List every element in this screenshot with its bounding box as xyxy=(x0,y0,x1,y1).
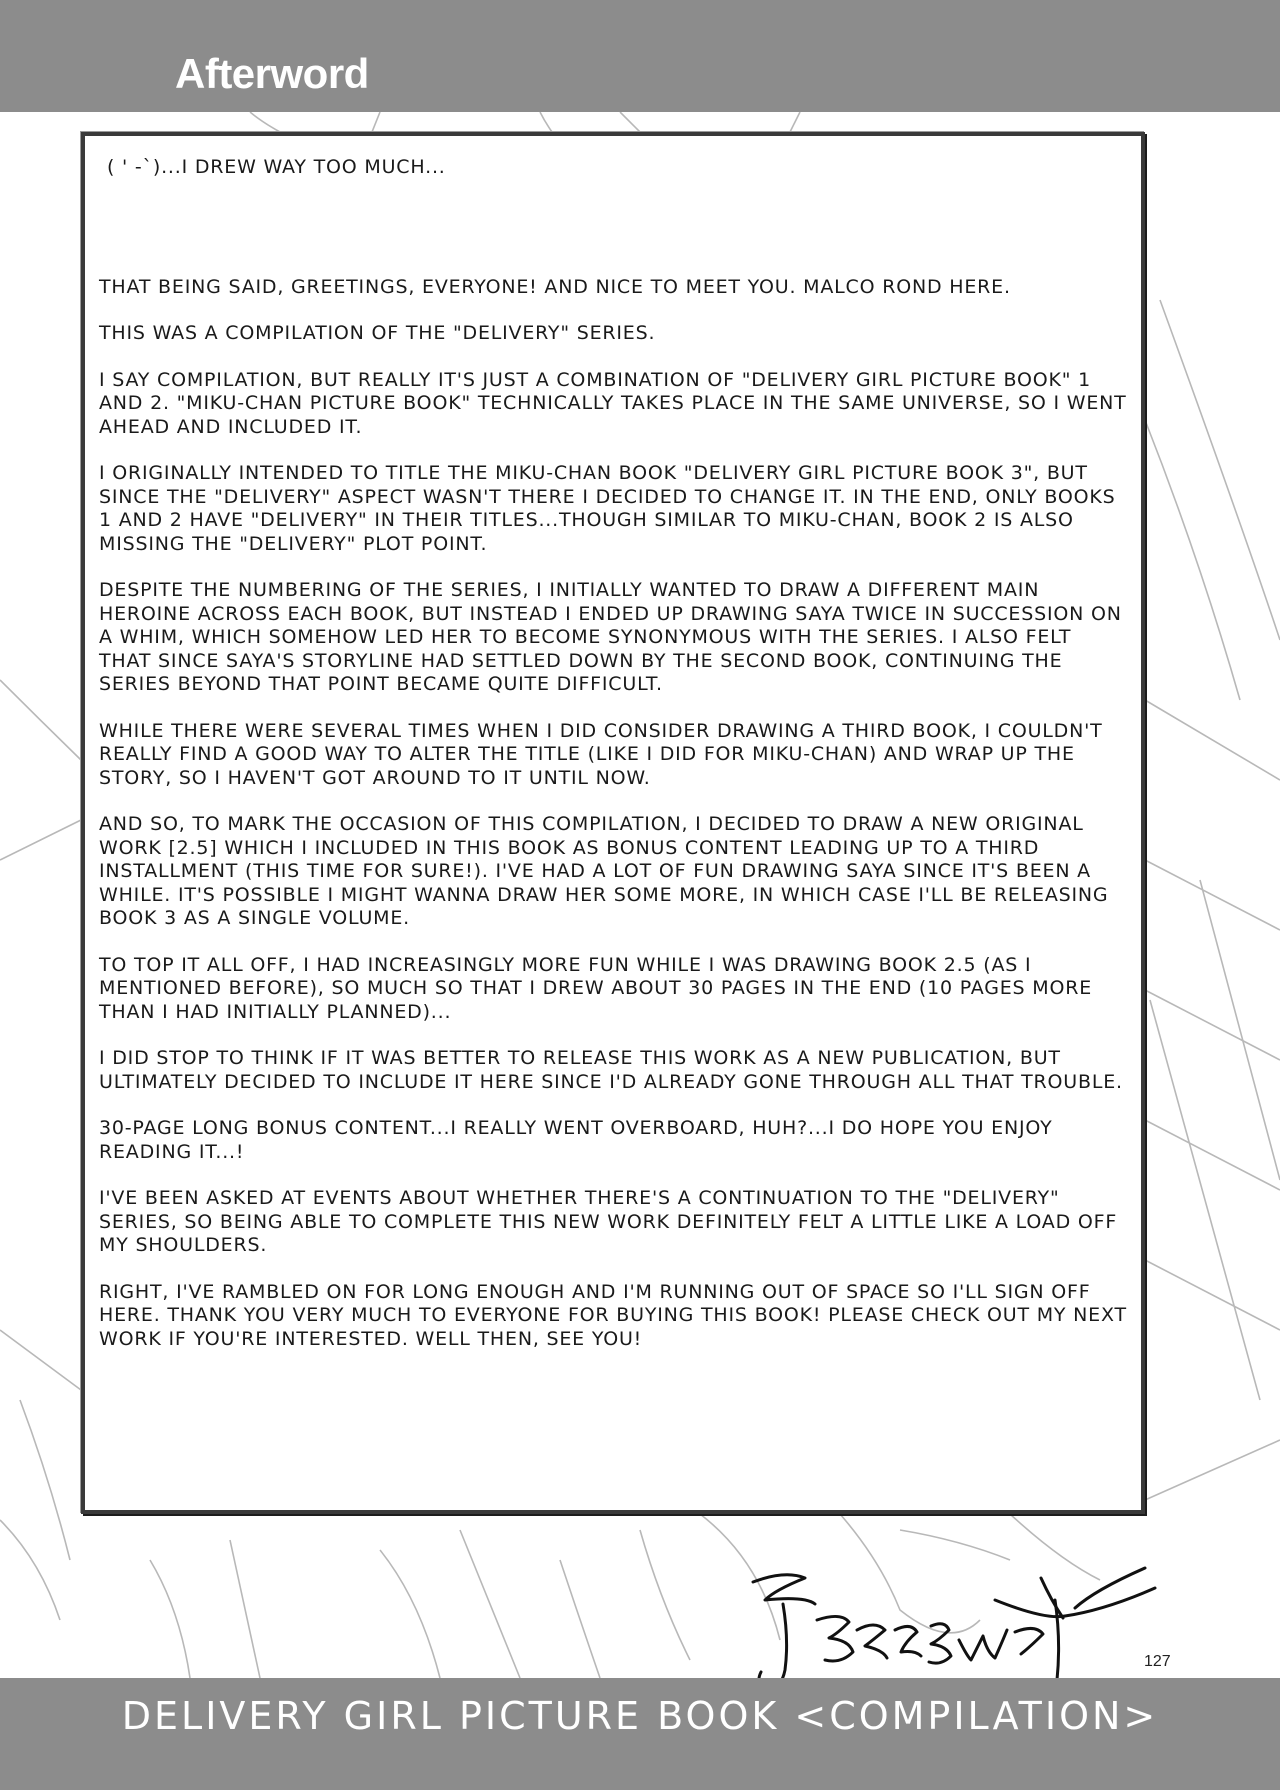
paragraph: I'VE BEEN ASKED AT EVENTS ABOUT WHETHER THERE'S A CONTINUATION TO THE "DELIVERY" SERIES, SO BEING ABLE TO COMPLETE THIS NEW WORK DEFINITELY FELT A LITTLE LIKE A LOAD OFF MY SHOULDERS. xyxy=(99,1187,1118,1256)
paragraph: THAT BEING SAID, GREETINGS, EVERYONE! AND NICE TO MEET YOU. MALCO ROND HERE. xyxy=(99,275,1011,298)
paragraph: RIGHT, I'VE RAMBLED ON FOR LONG ENOUGH AND I'M RUNNING OUT OF SPACE SO I'LL SIGN OFF HERE. THANK YOU VERY MUCH TO EVERYONE FOR BUYING THIS BOOK! PLEASE CHECK OUT MY NEXT WORK IF YOU'RE INTERESTED. WELL THEN, SEE YOU! xyxy=(99,1280,1127,1350)
page-title: Afterword xyxy=(175,50,369,97)
paragraph: TO TOP IT ALL OFF, I HAD INCREASINGLY MORE FUN WHILE I WAS DRAWING BOOK 2.5 (AS I MENTIONED BEFORE), SO MUCH SO THAT I DREW ABOUT 30 PAGES IN THE END (10 PAGES MORE THAN I HAD INITIALLY PLANNED)... xyxy=(99,953,1093,1023)
footer-bar xyxy=(0,1678,1280,1790)
paragraph: DESPITE THE NUMBERING OF THE SERIES, I INITIALLY WANTED TO DRAW A DIFFERENT MAIN HEROINE ACROSS EACH BOOK, BUT INSTEAD I ENDED UP DRAWING SAYA TWICE IN SUCCESSION ON A WHIM, WHICH SOMEHOW LED HER TO BECOME SYNONYMOUS WITH THE SERIES. I ALSO FELT THAT SINCE SAYA'S STORYLINE HAD SETTLED DOWN BY THE SECOND BOOK, CONTINUING THE SERIES BEYOND THAT POINT BECAME QUITE DIFFICULT. xyxy=(99,579,1122,695)
header-bar xyxy=(0,0,1280,112)
paragraph: AND SO, TO MARK THE OCCASION OF THIS COMPILATION, I DECIDED TO DRAW A NEW ORIGINAL WORK [2.5] WHICH I INCLUDED IN THIS BOOK AS BONUS CONTENT LEADING UP TO A THIRD INSTALLMENT (THIS TIME FOR SURE!). I'VE HAD A LOT OF FUN DRAWING SAYA SINCE IT'S BEEN A WHILE. IT'S POSSIBLE I MIGHT WANNA DRAW HER SOME MORE, IN WHICH CASE I'LL BE RELEASING BOOK 3 AS A SINGLE VOLUME. xyxy=(99,813,1109,929)
afterword-text-panel xyxy=(81,132,1145,1514)
paragraph: 30-PAGE LONG BONUS CONTENT...I REALLY WENT OVERBOARD, HUH?...I DO HOPE YOU ENJOY READING IT...! xyxy=(99,1117,1053,1163)
page-number: 127 xyxy=(1144,1653,1171,1670)
paragraph: I SAY COMPILATION, BUT REALLY IT'S JUST A COMBINATION OF "DELIVERY GIRL PICTURE BOOK" 1 AND 2. "MIKU-CHAN PICTURE BOOK" TECHNICALLY TAKES PLACE IN THE SAME UNIVERSE, SO I WENT AHEAD AND INCLUDED IT. xyxy=(99,368,1127,438)
paragraph: I ORIGINALLY INTENDED TO TITLE THE MIKU-CHAN BOOK "DELIVERY GIRL PICTURE BOOK 3", BUT SINCE THE "DELIVERY" ASPECT WASN'T THERE I DECIDED TO CHANGE IT. IN THE END, ONLY BOOKS 1 AND 2 HAVE "DELIVERY" IN THEIR TITLES...THOUGH SIMILAR TO MIKU-CHAN, BOOK 2 IS ALSO MISSING THE "DELIVERY" PLOT POINT. xyxy=(99,462,1116,555)
book-title: DELIVERY GIRL PICTURE BOOK <COMPILATION> xyxy=(121,1694,1159,1738)
paragraph: WHILE THERE WERE SEVERAL TIMES WHEN I DID CONSIDER DRAWING A THIRD BOOK, I COULDN'T REALLY FIND A GOOD WAY TO ALTER THE TITLE (LIKE I DID FOR MIKU-CHAN) AND WRAP UP THE STORY, SO I HAVEN'T GOT AROUND TO IT UNTIL NOW. xyxy=(99,719,1103,789)
afterword-body xyxy=(99,156,1129,1374)
paragraph: THIS WAS A COMPILATION OF THE "DELIVERY" SERIES. xyxy=(99,322,656,344)
paragraph: ( ' -`)...I DREW WAY TOO MUCH... xyxy=(107,156,446,178)
paragraph: I DID STOP TO THINK IF IT WAS BETTER TO RELEASE THIS WORK AS A NEW PUBLICATION, BUT ULTIMATELY DECIDED TO INCLUDE IT HERE SINCE I'D ALREADY GONE THROUGH ALL THAT TROUBLE. xyxy=(99,1047,1123,1093)
